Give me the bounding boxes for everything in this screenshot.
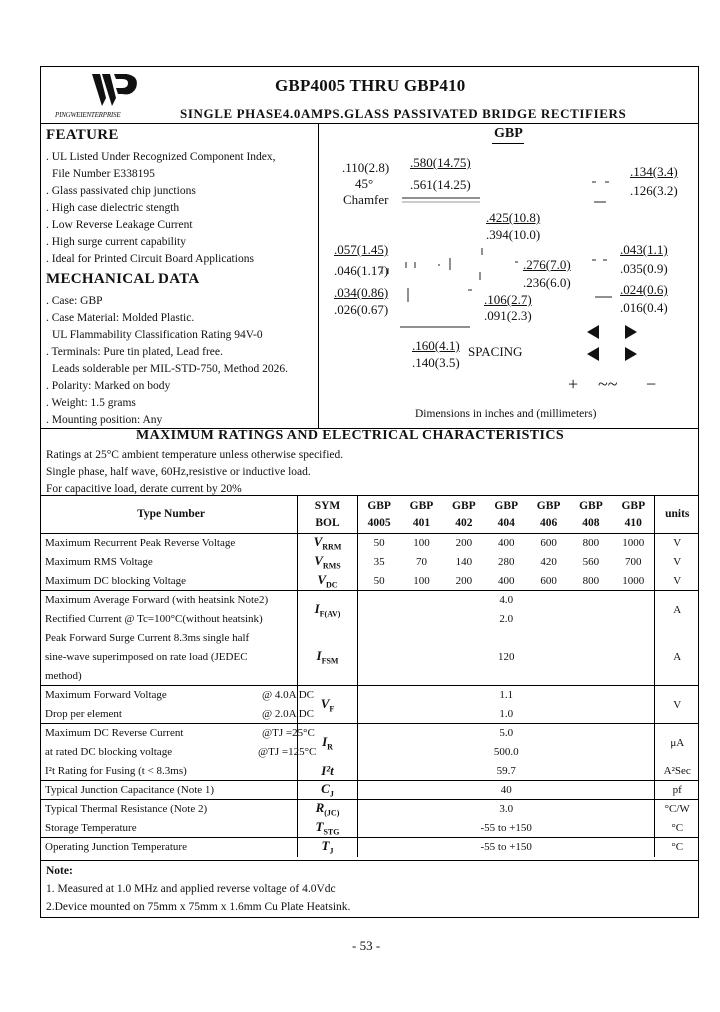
notes-title: Note: [46,865,73,877]
ratings-notes [46,447,343,498]
mechanical-item: . Mounting position: Any [46,414,163,426]
part-header: GBP 406 [527,496,569,534]
ratings-note: Single phase, half wave, 60Hz,resistive or inductive load. [46,466,311,478]
part-header: GBP 4005 [357,496,400,534]
dim-024: .024(0.6) [620,282,668,297]
top-rule [40,66,699,67]
diode-triangle-icon [625,325,637,339]
package-label: GBP [494,126,523,141]
table-row-vf-2: Drop per element @ 2.0A DC 1.0 [40,705,699,724]
dim-026: .026(0.67) [334,302,389,317]
dim-236: .236(6.0) [523,275,571,290]
table-row-vrrm: Maximum Recurrent Peak Reverse Voltage $V_{RRM}$ 50 100 200 400 600 800 1000 V [40,534,699,553]
feature-title: FEATURE [46,127,119,143]
table-bottom-rule [40,860,699,861]
dim-091: .091(2.3) [484,308,532,323]
part-header: GBP 408 [570,496,612,534]
dim-160: .160(4.1) [412,338,460,353]
dim-chamfer: Chamfer [343,192,389,207]
dim-580: .580(14.75) [410,155,471,170]
page-subtitle: SINGLE PHASE4.0AMPS.GLASS PASSIVATED BRIDGE RECTIFIERS [180,106,627,121]
dim-035: .035(0.9) [620,261,668,276]
feature-list [46,149,276,268]
mechanical-item: . Case: GBP [46,295,103,307]
mid-divider [318,123,319,428]
part-header: GBP 402 [443,496,485,534]
mechanical-list [46,293,288,429]
bottom-rule [40,917,699,918]
mechanical-item: Leads solderable per MIL-STD-750, Method 2026. [52,363,289,375]
table-row-vrms: Maximum RMS Voltage $V_{RMS}$ 35 70 140 280 420 560 700 V [40,553,699,572]
mechanical-item: UL Flammability Classification Rating 94V-0 [52,329,263,341]
company-logo [88,70,144,110]
minus-terminal: − [646,374,657,394]
table-row-cj: Typical Junction Capacitance (Note 1) $C_J$ 40 pf [40,781,699,800]
dim-spacing: SPACING [468,344,523,359]
plus-terminal: + [568,374,579,394]
diode-triangle-icon [587,347,599,361]
table-row-ifsm: Peak Forward Surge Current 8.3ms single half $I_{FSM}$ 120 A [40,629,699,648]
dim-057: .057(1.45) [334,242,389,257]
header-rule [40,123,699,124]
note-item: 1. Measured at 1.0 MHz and applied reverse voltage of 4.0Vdc [46,883,336,895]
ac-terminal: ~~ [598,374,618,394]
package-outline-marks [320,140,698,400]
symbol-header: SYM BOL [298,496,358,534]
table-row-ir: Maximum DC Reverse Current @TJ =25°C $I_R$ 5.0 μA [40,724,699,743]
dim-034: .034(0.86) [334,285,389,300]
table-row-tj: Operating Junction Temperature $T_J$ -55 to +150 °C [40,838,699,857]
table-row-ifsm-2: sine-wave superimposed on rate load (JEDEC [40,648,699,667]
table-row-vf: Maximum Forward Voltage @ 4.0A DC $V_F$ 1.1 V [40,686,699,705]
ratings-note: For capacitive load, derate current by 20% [46,483,242,495]
part-header: GBP 401 [400,496,442,534]
ratings-note: Ratings at 25°C ambient temperature unless otherwise specified. [46,449,344,461]
dim-134: .134(3.4) [630,164,678,179]
table-row-ifav: Maximum Average Forward (with heatsink Note2) $I_{F(AV)}$ 4.0 A [40,591,699,610]
table-row-tstg: Storage Temperature $T_{STG}$ -55 to +150 °C [40,819,699,838]
dim-126: .126(3.2) [630,183,678,198]
dim-45: 45° [355,176,374,191]
dim-106: .106(2.7) [484,292,532,307]
feature-item: . High case dielectric stength [46,202,180,214]
notes-section [46,862,350,916]
company-name: PINGWEIENTERPRISE [55,111,121,119]
mechanical-item: . Case Material: Molded Plastic. [46,312,195,324]
type-number-header: Type Number [40,496,298,534]
table-row-ir-2: at rated DC blocking voltage @TJ =125°C 500.0 [40,743,699,762]
feature-item: . Glass passivated chip junctions [46,185,196,197]
mechanical-title: MECHANICAL DATA [46,271,200,287]
mechanical-item: . Terminals: Pure tin plated, Lead free. [46,346,223,358]
feature-item: . Ideal for Printed Circuit Board Applications [46,253,254,265]
table-row-ifav-2: Rectified Current @ Tc=100°C(without heatsink) 2.0 [40,610,699,629]
page-number: - 53 - [352,938,381,953]
table-row-i2t: I²t Rating for Fusing (t < 8.3ms) I²t 59.7 A²Sec [40,762,699,781]
dim-016: .016(0.4) [620,300,668,315]
mechanical-item: . Polarity: Marked on body [46,380,171,392]
feature-item: . UL Listed Under Recognized Component Index, [46,151,276,163]
note-item: 2.Device mounted on 75mm x 75mm x 1.6mm Cu Plate Heatsink. [46,901,351,913]
dim-043: .043(1.1) [620,242,668,257]
dim-425: .425(10.8) [486,210,541,225]
table-row-ifsm-3: method) [40,667,699,686]
table-row-rjc: Typical Thermal Resistance (Note 2) $R_{(JC)}$ 3.0 °C/W [40,800,699,819]
dim-394: .394(10.0) [486,227,541,242]
diode-triangle-icon [625,347,637,361]
dim-561: .561(14.25) [410,177,471,192]
page-title: GBP4005 THRU GBP410 [275,76,466,95]
table-row-vdc: Maximum DC blocking Voltage $V_{DC}$ 50 100 200 400 600 800 1000 V [40,572,699,591]
table-header-row [40,496,699,534]
dim-046: .046(1.17) [334,263,389,278]
ratings-table [40,495,699,857]
dim-110: .110(2.8) [342,160,390,175]
dim-276: .276(7.0) [523,257,571,272]
part-header: GBP 404 [485,496,527,534]
feature-item: . High surge current capability [46,236,186,248]
feature-item: . Low Reverse Leakage Current [46,219,193,231]
dim-140: .140(3.5) [412,355,460,370]
ratings-title: MAXIMUM RATINGS AND ELECTRICAL CHARACTERISTICS [136,428,565,443]
dimensions-caption: Dimensions in inches and (millimeters) [415,408,597,420]
mechanical-item: . Weight: 1.5 grams [46,397,136,409]
diode-triangle-icon [587,325,599,339]
feature-item: File Number E338195 [52,168,155,180]
units-header: units [655,496,699,534]
part-header: GBP 410 [612,496,655,534]
